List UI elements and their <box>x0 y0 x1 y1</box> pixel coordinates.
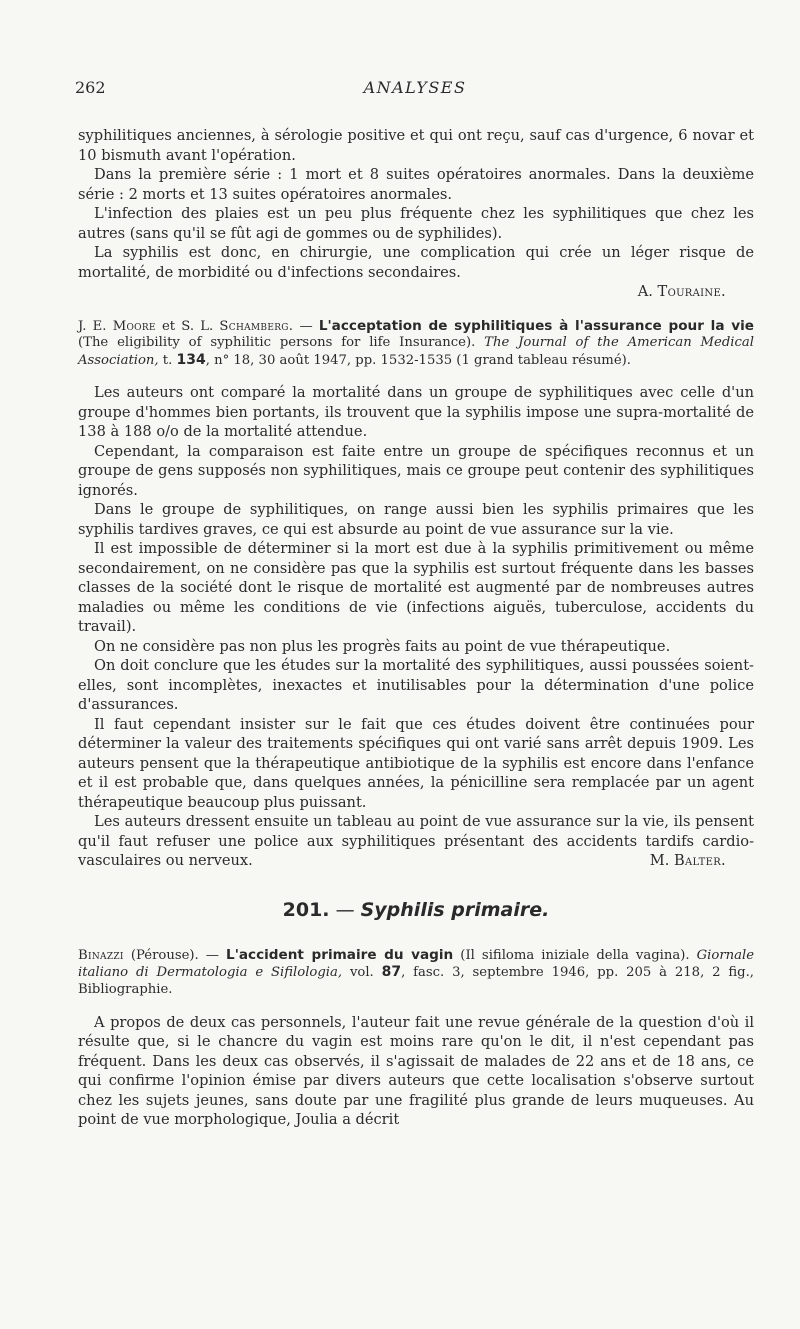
page-body <box>78 126 754 1130</box>
paragraph-text: Les auteurs dressent ensuite un tableau au point de vue assurance sur la vie, ils pensent qu'il faut refuser une police aux syphilitiques présentant des accidents tardifs cardio-vasculaires ou nerveux. <box>78 813 754 870</box>
signature-initial: A. <box>637 283 653 300</box>
tome-label: t. <box>158 352 177 368</box>
paragraph: L'infection des plaies est un peu plus fréquente chez les syphilitiques que chez les autres (sans qu'il se fût agi de gommes ou de syphilides). <box>78 205 754 242</box>
article-title: L'accident primaire du vagin <box>226 946 454 963</box>
paragraph: Il faut cependant insister sur le fait que ces études doivent être continuées pour déterminer la valeur des traitements spécifiques qui ont varié sans arrêt depuis 1909. Les auteurs pensent que la thérapeutique antibiotique de la syphilis est encore dans l'enfance et il est probable que, dans quelques années, la pénicilline sera remplacée par un agent thérapeutique beaucoup plus puissant. <box>78 715 754 811</box>
section-title: Syphilis primaire. <box>360 898 550 921</box>
section-number: 201. <box>282 898 330 921</box>
reference-details: , n° 18, 30 août 1947, pp. 1532-1535 (1 grand tableau résumé). <box>205 352 631 368</box>
paragraph: A propos de deux cas personnels, l'auteur fait une revue générale de la question d'où il résulte que, si le chancre du vagin est moins rare qu'on le dit, il n'est cependant pas fréquent. Dans les deux cas observés, il s'agissait de malades de 22 ans et de 18 ans, ce qui confirme l'opinion émise par divers auteurs que cette localisation s'observe surtout chez les sujets jeunes, sans doute par une fragilité plus grande de leurs muqueuses. Au point de vue morphologique, Joulia a décrit <box>78 1013 754 1129</box>
signature-name: Touraine. <box>657 283 726 300</box>
english-title: (The eligibility of syphilitic persons for life Insurance). <box>78 335 485 351</box>
affiliation: (Pérouse). — <box>123 947 227 963</box>
volume-number: 87 <box>381 964 402 981</box>
reference-details: , fasc. 3, septembre 1946, pp. 205 à 218, 2 fig., Bibliographie. <box>78 965 754 997</box>
section-dash: — <box>335 898 355 921</box>
tome-number: 134 <box>176 351 206 368</box>
article-reference <box>78 318 754 370</box>
author-initials: J. E. <box>78 318 107 334</box>
paragraph-with-signature <box>78 812 754 871</box>
volume-label: vol. <box>342 965 382 981</box>
paragraph: On doit conclure que les études sur la mortalité des syphilitiques, aussi poussées soient-elles, sont incomplètes, inexactes et inutilisables pour la détermination d'une police d'assurances. <box>78 657 754 714</box>
paragraph: Il est impossible de déterminer si la mort est due à la syphilis primitivement ou même secondairement, on ne considère pas que la syphilis est surtout fréquente dans les basses classes de la société dont le risque de mortalité est augmenté par de nombreuses autres maladies ou même les conditions de vie (infections aiguës, tuberculose, accidents du travail). <box>78 540 754 636</box>
dash: — <box>293 318 319 334</box>
running-head: ANALYSES <box>363 78 467 97</box>
author-name: Schamberg. <box>219 318 294 334</box>
italian-title: (Il sifiloma iniziale della vagina). <box>453 947 697 963</box>
journal-name: Giornale italiano di Dermatologia e Sifilologia, <box>78 947 755 981</box>
paragraph: On ne considère pas non plus les progrès faits au point de vue thérapeutique. <box>94 637 671 655</box>
page-header <box>75 78 755 102</box>
section-heading <box>78 885 754 921</box>
article-title: L'acceptation de syphilitiques à l'assurance pour la vie <box>318 317 754 334</box>
page-number: 262 <box>75 78 106 97</box>
paragraph: La syphilis est donc, en chirurgie, une complication qui crée un léger risque de mortalité, de morbidité ou d'infections secondaires. <box>78 244 754 281</box>
paragraph: Les auteurs ont comparé la mortalité dans un groupe de syphilitiques avec celle d'un groupe d'hommes bien portants, ils trouvent que la syphilis impose une supra-mortalité de 138 à 188 o/o de la mortalité attendue. <box>78 384 754 441</box>
article-reference <box>78 947 754 999</box>
paragraph: Dans la première série : 1 mort et 8 suites opératoires anormales. Dans la deuxième série : 2 morts et 13 suites opératoires anormales. <box>78 166 754 203</box>
signature-name: Balter. <box>673 852 726 870</box>
author-initials: et S. L. <box>162 318 214 334</box>
paragraph: Cependant, la comparaison est faite entre un groupe de spécifiques reconnus et un groupe de gens supposés non syphilitiques, mais ce groupe peut contenir des syphilitiques ignorés. <box>78 442 754 499</box>
paragraph: Dans le groupe de syphilitiques, on range aussi bien les syphilis primaires que les syphilis tardives graves, ce qui est absurde au point de vue assurance sur la vie. <box>78 501 754 538</box>
paragraph: syphilitiques anciennes, à sérologie positive et qui ont reçu, sauf cas d'urgence, 6 novar et 10 bismuth avant l'opération. <box>78 127 754 164</box>
signature-initial: M. <box>649 852 670 870</box>
signature <box>634 851 754 871</box>
author-name: Binazzi <box>78 947 124 963</box>
author-name: Moore <box>112 318 156 334</box>
journal-name: The Journal of the American Medical Association, <box>78 335 754 368</box>
signature <box>78 282 754 302</box>
